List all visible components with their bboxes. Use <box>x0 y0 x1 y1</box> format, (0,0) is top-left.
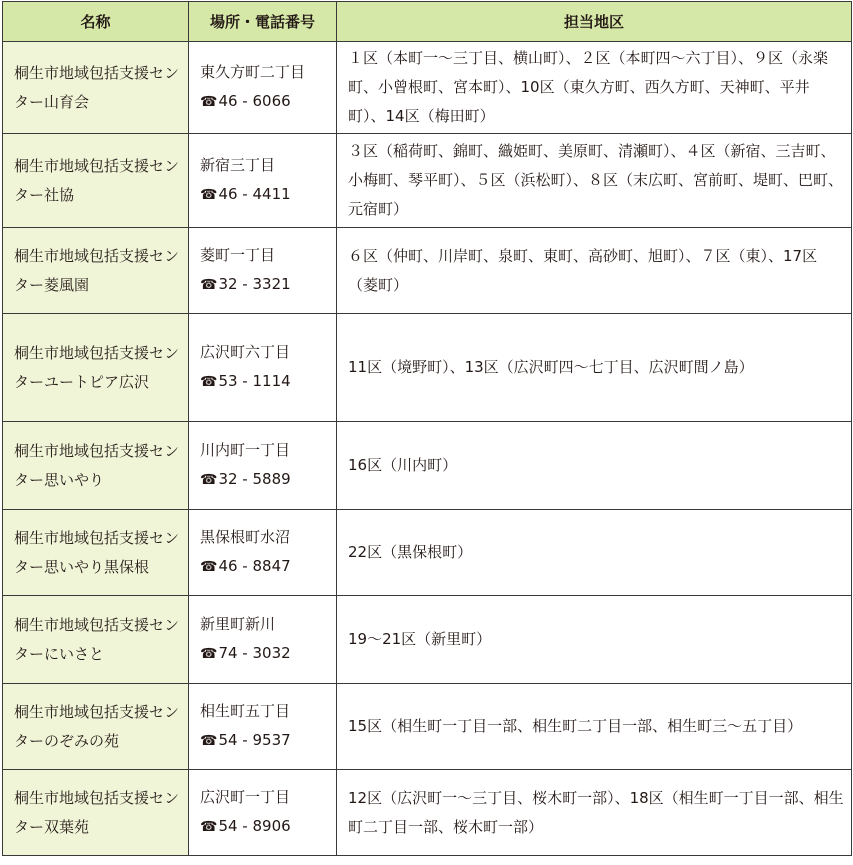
table-row <box>3 596 852 684</box>
center-address: 相生町五丁目 <box>200 702 291 720</box>
telephone-icon: ☎ <box>200 819 218 835</box>
phone-line <box>200 270 332 300</box>
center-name: 桐生市地域包括支援センター社協 <box>3 134 189 228</box>
center-name: 桐生市地域包括支援センター双葉苑 <box>3 770 189 856</box>
place-phone-cell <box>189 770 337 856</box>
phone-line <box>200 87 332 117</box>
table-row <box>3 314 852 422</box>
header-row <box>3 2 852 42</box>
phone-line <box>200 812 332 842</box>
assigned-area: ３区（稲荷町、錦町、織姫町、美原町、清瀬町）、４区（新宿、三吉町、小梅町、琴平町）、５区（浜松町）、８区（末広町、宮前町、堤町、巴町、元宿町） <box>337 134 852 228</box>
phone-number: 53 - 1114 <box>218 372 291 390</box>
assigned-area: １区（本町一～三丁目、横山町）、２区（本町四～六丁目）、９区（永楽町、小曾根町、宮本町）、10区（東久方町、西久方町、天神町、平井町）、14区（梅田町） <box>337 42 852 134</box>
phone-number: 54 - 8906 <box>218 817 291 835</box>
phone-line <box>200 465 332 495</box>
center-address: 東久方町二丁目 <box>200 63 306 81</box>
phone-line <box>200 180 332 210</box>
assigned-area: 12区（広沢町一～三丁目、桜木町一部）、18区（相生町一丁目一部、相生町二丁目一部、桜木町一部） <box>337 770 852 856</box>
telephone-icon: ☎ <box>200 733 218 749</box>
assigned-area: 19～21区（新里町） <box>337 596 852 684</box>
phone-line <box>200 726 332 756</box>
center-name: 桐生市地域包括支援センターにいさと <box>3 596 189 684</box>
support-center-table <box>2 1 852 856</box>
table-row <box>3 422 852 510</box>
telephone-icon: ☎ <box>200 187 218 203</box>
place-phone-cell <box>189 314 337 422</box>
table-row <box>3 228 852 314</box>
center-name: 桐生市地域包括支援センター思いやり <box>3 422 189 510</box>
center-address: 新宿三丁目 <box>200 156 276 174</box>
phone-number: 74 - 3032 <box>218 644 291 662</box>
assigned-area: ６区（仲町、川岸町、泉町、東町、高砂町、旭町）、７区（東）、17区（菱町） <box>337 228 852 314</box>
phone-number: 32 - 5889 <box>218 470 291 488</box>
center-name: 桐生市地域包括支援センター菱風園 <box>3 228 189 314</box>
header-name: 名称 <box>3 2 189 42</box>
phone-line <box>200 639 332 669</box>
center-address: 川内町一丁目 <box>200 441 291 459</box>
table-row <box>3 684 852 770</box>
telephone-icon: ☎ <box>200 374 218 390</box>
place-phone-cell <box>189 42 337 134</box>
telephone-icon: ☎ <box>200 94 218 110</box>
center-name: 桐生市地域包括支援センターのぞみの苑 <box>3 684 189 770</box>
place-phone-cell <box>189 596 337 684</box>
place-phone-cell <box>189 510 337 596</box>
place-phone-cell <box>189 228 337 314</box>
phone-number: 46 - 8847 <box>218 557 291 575</box>
center-address: 黒保根町水沼 <box>200 528 291 546</box>
header-place-phone: 場所・電話番号 <box>189 2 337 42</box>
assigned-area: 11区（境野町）、13区（広沢町四～七丁目、広沢町間ノ島） <box>337 314 852 422</box>
table-row <box>3 134 852 228</box>
table-row <box>3 42 852 134</box>
assigned-area: 16区（川内町） <box>337 422 852 510</box>
telephone-icon: ☎ <box>200 646 218 662</box>
center-address: 菱町一丁目 <box>200 246 276 264</box>
phone-line <box>200 552 332 582</box>
table-row <box>3 510 852 596</box>
header-area: 担当地区 <box>337 2 852 42</box>
telephone-icon: ☎ <box>200 559 218 575</box>
assigned-area: 22区（黒保根町） <box>337 510 852 596</box>
center-name: 桐生市地域包括支援センター山育会 <box>3 42 189 134</box>
phone-number: 46 - 4411 <box>218 185 291 203</box>
table-row <box>3 770 852 856</box>
telephone-icon: ☎ <box>200 472 218 488</box>
phone-number: 46 - 6066 <box>218 92 291 110</box>
telephone-icon: ☎ <box>200 277 218 293</box>
center-address: 新里町新川 <box>200 615 276 633</box>
assigned-area: 15区（相生町一丁目一部、相生町二丁目一部、相生町三～五丁目） <box>337 684 852 770</box>
place-phone-cell <box>189 684 337 770</box>
center-name: 桐生市地域包括支援センターユートピア広沢 <box>3 314 189 422</box>
phone-line <box>200 367 332 397</box>
center-address: 広沢町一丁目 <box>200 788 291 806</box>
center-address: 広沢町六丁目 <box>200 343 291 361</box>
center-name: 桐生市地域包括支援センター思いやり黒保根 <box>3 510 189 596</box>
place-phone-cell <box>189 422 337 510</box>
place-phone-cell <box>189 134 337 228</box>
phone-number: 54 - 9537 <box>218 731 291 749</box>
phone-number: 32 - 3321 <box>218 275 291 293</box>
